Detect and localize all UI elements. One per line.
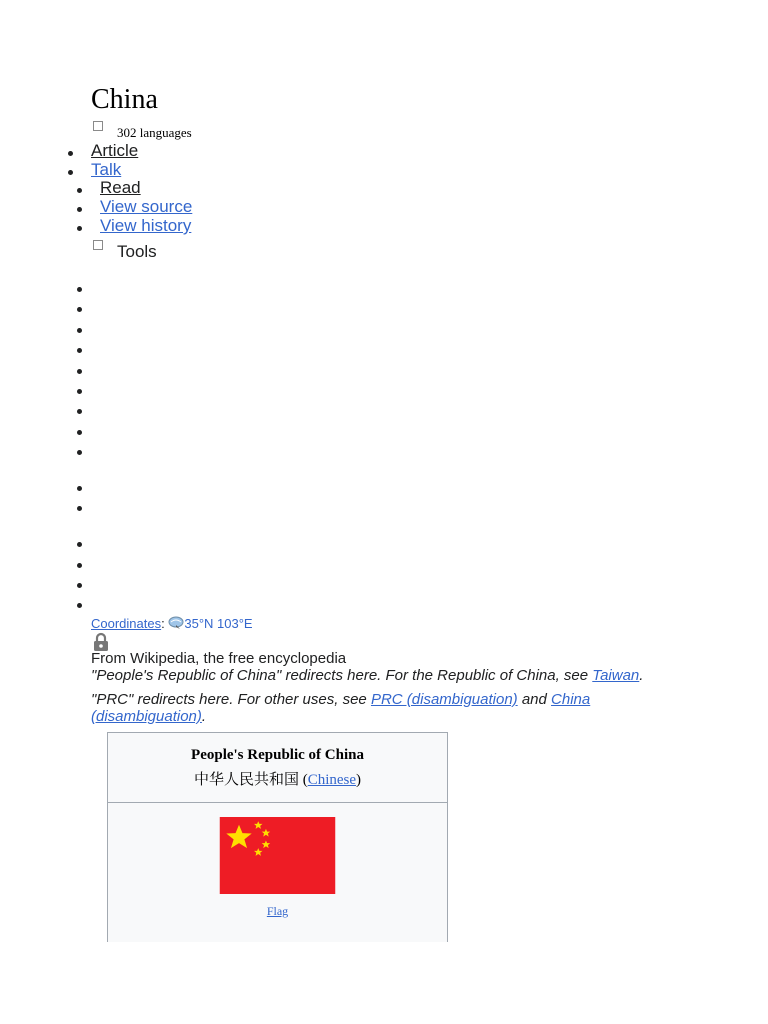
list-bullet [77, 389, 82, 394]
tools-label[interactable]: Tools [117, 242, 157, 261]
list-bullet [77, 583, 82, 588]
hatnote-end: . [201, 708, 207, 725]
hatnote-link-prc-disambiguation[interactable]: PRC (disambiguation) [370, 691, 518, 708]
list-bullet [77, 226, 82, 231]
native-name-text: 中华人民共和国 [193, 772, 299, 788]
list-bullet [77, 369, 82, 374]
hatnote-link-taiwan[interactable]: Taiwan [592, 667, 640, 684]
native-paren-close: ) [356, 772, 362, 788]
languages-label[interactable]: 302 languages [117, 125, 192, 140]
list-bullet [77, 603, 82, 608]
hatnote-link-china-disambiguation[interactable]: China (disambiguation) [91, 691, 591, 725]
hatnote-text: and [517, 691, 552, 708]
flag-image[interactable] [217, 817, 338, 894]
list-bullet [77, 430, 82, 435]
infobox-divider [107, 802, 448, 803]
hatnote-end: . [639, 667, 644, 684]
lock-icon[interactable] [92, 632, 110, 652]
list-bullet [77, 348, 82, 353]
coordinates-separator: : [161, 616, 165, 631]
native-paren-open: ( [298, 772, 308, 788]
tools-checkbox[interactable] [93, 240, 103, 250]
flag-caption-link[interactable]: Flag [266, 904, 289, 918]
list-bullet [77, 542, 82, 547]
list-bullet [77, 563, 82, 568]
list-bullet [77, 207, 82, 212]
globe-icon[interactable] [168, 616, 184, 634]
list-bullet [77, 328, 82, 333]
tab-read[interactable]: Read [100, 178, 141, 197]
chinese-language-link[interactable]: Chinese [307, 772, 357, 788]
hatnote-redirect-prc [91, 667, 643, 684]
coordinates [91, 616, 253, 634]
languages-checkbox[interactable] [93, 121, 103, 131]
list-bullet [77, 307, 82, 312]
tab-view-source[interactable]: View source [100, 197, 193, 216]
site-tagline: From Wikipedia, the free encyclopedia [91, 650, 347, 667]
list-bullet [77, 450, 82, 455]
list-bullet [77, 188, 82, 193]
list-bullet [68, 151, 73, 156]
list-bullet [77, 486, 82, 491]
tab-view-history[interactable]: View history [100, 216, 192, 235]
tab-article[interactable]: Article [91, 141, 139, 160]
list-bullet [77, 506, 82, 511]
infobox-native-name [107, 771, 448, 789]
page-title: China [91, 84, 158, 115]
list-bullet [68, 170, 73, 175]
coordinates-link[interactable]: Coordinates [91, 616, 162, 631]
list-bullet [77, 287, 82, 292]
hatnote-text: "PRC" redirects here. For other uses, see [91, 691, 371, 708]
hatnote-redirect-abbrev [91, 691, 651, 725]
tab-talk[interactable]: Talk [91, 160, 122, 179]
coordinates-value[interactable]: 35°N 103°E [184, 616, 253, 631]
infobox-title: People's Republic of China [191, 747, 364, 763]
hatnote-text: "People's Republic of China" redirects here. For the Republic of China, see [91, 667, 593, 684]
list-bullet [77, 409, 82, 414]
